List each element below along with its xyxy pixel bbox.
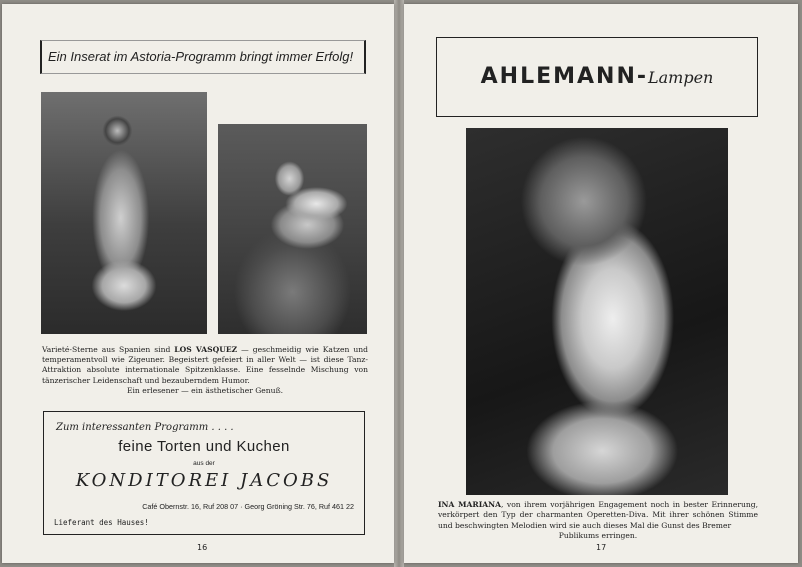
caption-closing: Publikums erringen. (558, 530, 638, 540)
left-page (2, 4, 394, 563)
caption-intro: Varieté-Sterne aus Spanien sind (42, 345, 175, 354)
page-number: 17 (596, 543, 607, 552)
caption-body: — geschmeidig wie Katzen und temperamentvoll wie Zigeuner. Begeistert gefeiert in aller Welt — ist diese Tanz-Attraktion absolute internationale Spitzenklasse. Eine fesselnde Mischung von tänzerischer Leidenschaft und bezauberndem Humor. (42, 345, 368, 385)
dancer-woman-photo (218, 124, 367, 334)
brand-ad (436, 37, 758, 117)
ad-banner: Ein Inserat im Astoria-Programm bringt immer Erfolg! (40, 40, 366, 74)
dancers-photo (41, 92, 207, 334)
ad-from: aus der (193, 460, 215, 467)
page-number: 16 (197, 543, 208, 552)
brand-name: AHLEMANN- (480, 64, 648, 89)
ad-intro: Zum interessanten Programm . . . . (56, 422, 234, 433)
right-page (404, 4, 798, 563)
ad-address: Café Obernstr. 16, Ruf 208 07 · Georg Gröning Str. 76, Ruf 461 22 (142, 502, 354, 511)
brand-script: Lampen (648, 68, 714, 87)
book-gutter (394, 0, 404, 567)
caption-closing: Ein erlesener — ein ästhetischer Genuß. (126, 385, 284, 395)
portrait-photo (466, 128, 728, 495)
los-vasquez-caption (42, 345, 368, 396)
caption-name: LOS VASQUEZ (174, 345, 238, 354)
ad-headline: feine Torten und Kuchen (118, 438, 290, 455)
konditorei-ad (43, 411, 365, 535)
ina-mariana-caption (438, 500, 758, 541)
caption-name: INA MARIANA (438, 500, 501, 509)
ad-company: KONDITOREI JACOBS (75, 470, 333, 491)
ad-supplier: Lieferant des Hauses! (54, 518, 149, 527)
caption-body: , von ihrem vorjährigen Engagement noch in bester Erinnerung, verkörpert den Typ der charmanten Operetten-Diva. Mit ihrer schönen Stimme und beschwingten Melodien wird sie auch dieses Mal die Gunst des Bremer (438, 500, 759, 530)
